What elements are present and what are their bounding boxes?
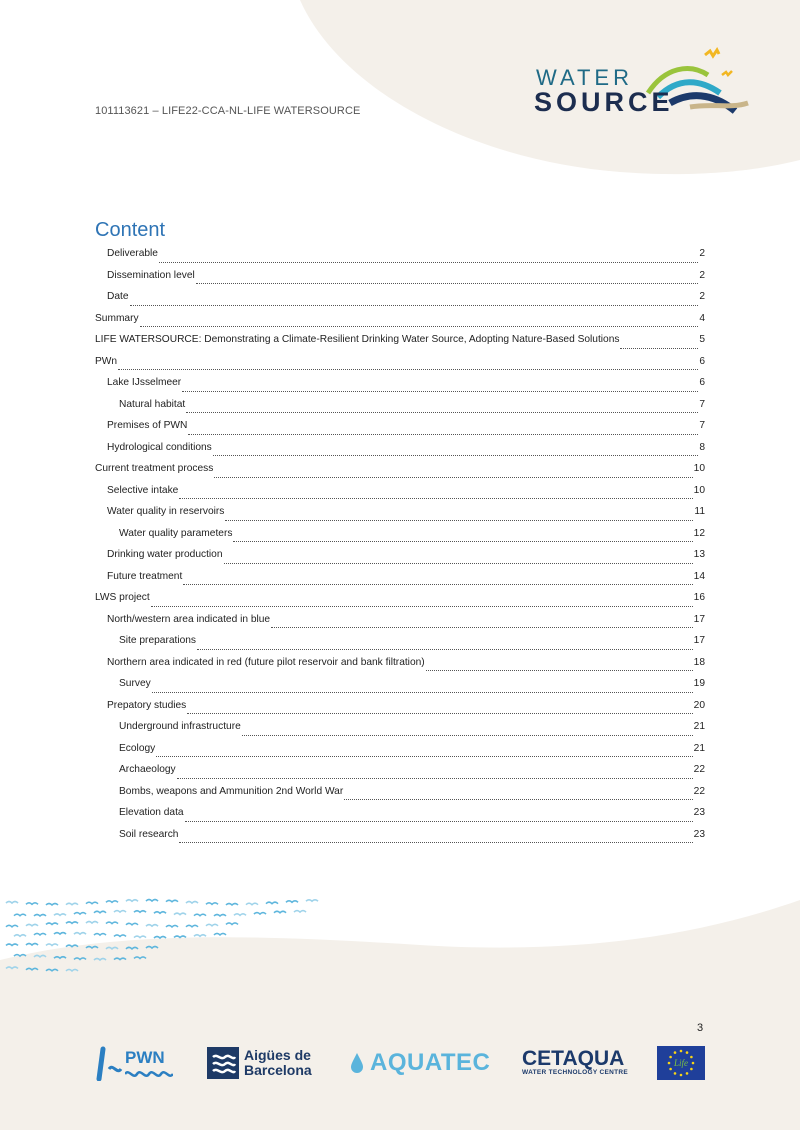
toc-entry-label: Dissemination level — [107, 269, 195, 281]
bird-mark — [194, 935, 206, 937]
bird-mark — [86, 902, 98, 904]
bird-mark — [86, 922, 98, 924]
toc-entry-label: Soil research — [119, 828, 179, 840]
page-number: 3 — [697, 1022, 704, 1034]
bird-mark — [194, 914, 206, 916]
bird-mark — [46, 903, 58, 905]
bird-mark — [246, 903, 258, 905]
toc-entry-page: 17 — [693, 613, 705, 625]
bird-mark — [74, 913, 86, 915]
toc-entry-page: 20 — [693, 699, 705, 711]
bird-mark — [66, 903, 78, 905]
toc-entry-page: 14 — [693, 570, 705, 582]
toc-dot-leader — [620, 348, 698, 349]
bird-mark — [34, 914, 46, 916]
pwn-mark-icon — [95, 1045, 123, 1081]
toc-entry[interactable] — [95, 657, 705, 679]
toc-dot-leader — [152, 692, 693, 693]
bird-mark — [306, 900, 318, 902]
cetaqua-logo — [522, 1040, 628, 1085]
toc-dot-leader — [179, 498, 692, 499]
bird-mark — [126, 947, 138, 949]
toc-entry[interactable] — [95, 743, 705, 765]
toc-dot-leader — [214, 477, 692, 478]
bird-mark — [146, 925, 158, 927]
bird-mark — [174, 913, 186, 915]
toc-dot-leader — [156, 756, 692, 757]
bird-mark — [106, 922, 118, 924]
toc-dot-leader — [196, 283, 699, 284]
bird-mark — [6, 944, 18, 946]
toc-entry-label: Elevation data — [119, 807, 184, 818]
toc-entry-label: Water quality in reservoirs — [107, 506, 225, 517]
toc-entry-label: PWn — [95, 355, 118, 367]
bird-mark — [166, 925, 178, 927]
toc-entry-label: Hydrological conditions — [107, 441, 212, 453]
aigues-line2: Barcelona — [244, 1061, 312, 1078]
bird-mark — [114, 935, 126, 937]
bird-mark — [26, 903, 38, 905]
bird-mark — [94, 911, 106, 913]
bird-mark — [206, 924, 218, 926]
toc-entry-page: 2 — [699, 248, 705, 259]
toc-dot-leader — [213, 455, 699, 456]
toc-dot-leader — [159, 262, 698, 263]
bird-mark — [146, 900, 158, 902]
bird-mark — [54, 933, 66, 935]
bird-mark — [186, 925, 198, 927]
toc-entry[interactable] — [95, 356, 705, 378]
bird-mark — [94, 958, 106, 960]
bird-mark — [114, 958, 126, 960]
toc-entry-page: 2 — [699, 291, 705, 302]
pwn-logo — [95, 1040, 173, 1085]
toc-entry[interactable] — [95, 592, 705, 614]
bird-mark — [54, 914, 66, 916]
bird-mark — [126, 900, 138, 902]
toc-entry-label: Archaeology — [119, 764, 176, 775]
aigues-de-barcelona-logo — [207, 1040, 312, 1085]
life-text: Life — [673, 1057, 689, 1068]
bird-mark — [186, 902, 198, 904]
bird-mark — [6, 967, 18, 969]
toc-entry-label: Northern area indicated in red (future pilot reservoir and bank filtration) — [107, 656, 425, 668]
toc-entry[interactable] — [95, 635, 705, 657]
bird-mark — [226, 923, 238, 925]
toc-entry-page: 12 — [693, 527, 705, 539]
toc-entry-label: Prepatory studies — [107, 699, 187, 711]
toc-entry[interactable] — [95, 678, 705, 700]
aquatec-logo — [350, 1040, 490, 1085]
bird-mark — [214, 933, 226, 935]
bird-mark — [134, 911, 146, 913]
bird-mark — [46, 969, 58, 971]
toc-entry-label: Drinking water production — [107, 549, 223, 560]
toc-dot-leader — [118, 369, 698, 370]
toc-entry-label: Premises of PWN — [107, 420, 188, 431]
toc-entry-label: Natural habitat — [119, 398, 186, 410]
cetaqua-subtitle: WATER TECHNOLOGY CENTRE — [522, 1069, 628, 1076]
bird-mark — [126, 923, 138, 925]
toc-entry-page: 21 — [693, 721, 705, 732]
toc-entry-label: Summary — [95, 312, 139, 324]
bird-mark — [34, 933, 46, 935]
toc-entry-label: North/western area indicated in blue — [107, 613, 271, 625]
bird-mark — [106, 901, 118, 903]
toc-dot-leader — [242, 735, 693, 736]
toc-dot-leader — [179, 842, 692, 843]
toc-entry[interactable] — [95, 334, 705, 356]
toc-entry-label: Selective intake — [107, 484, 179, 496]
toc-dot-leader — [225, 520, 693, 521]
toc-entry-page: 21 — [693, 742, 705, 754]
toc-entry-page: 19 — [693, 678, 705, 689]
toc-entry[interactable] — [95, 442, 705, 464]
toc-entry-page: 23 — [693, 828, 705, 840]
toc-dot-leader — [140, 326, 699, 327]
toc-entry[interactable] — [95, 420, 705, 442]
toc-entry[interactable] — [95, 485, 705, 507]
toc-entry-label: Site preparations — [119, 635, 197, 646]
aigues-line1: Aigües de — [244, 1046, 311, 1063]
toc-dot-leader — [233, 541, 692, 542]
toc-entry[interactable] — [95, 786, 705, 808]
toc-dot-leader — [130, 305, 699, 306]
toc-dot-leader — [182, 391, 698, 392]
bird-mark — [74, 933, 86, 935]
bird-mark — [166, 900, 178, 902]
toc-entry-label: Deliverable — [107, 248, 158, 259]
toc-entry-page: 4 — [699, 312, 705, 324]
bird-mark — [286, 901, 298, 903]
bird-mark — [146, 947, 158, 949]
toc-dot-leader — [183, 584, 692, 585]
bird-mark — [154, 912, 166, 914]
eu-flag-icon — [657, 1046, 705, 1080]
bird-mark — [94, 934, 106, 936]
toc-entry-page: 7 — [699, 420, 705, 431]
toc-dot-leader — [177, 778, 693, 779]
toc-entry-page: 6 — [699, 355, 705, 367]
aquatec-text: AQUATEC — [370, 1048, 491, 1076]
toc-entry[interactable] — [95, 506, 705, 528]
toc-entry[interactable] — [95, 399, 705, 421]
bird-mark — [294, 911, 306, 913]
toc-entry[interactable] — [95, 721, 705, 743]
bird-mark — [26, 968, 38, 970]
table-of-contents — [95, 248, 705, 850]
bird-mark — [14, 935, 26, 937]
bird-mark — [54, 957, 66, 959]
toc-entry[interactable] — [95, 549, 705, 571]
bird-mark — [46, 923, 58, 925]
toc-entry[interactable] — [95, 807, 705, 829]
toc-entry[interactable] — [95, 614, 705, 636]
project-code: 101113621 – LIFE22-CCA-NL-LIFE WATERSOURCE — [95, 105, 361, 117]
toc-dot-leader — [224, 563, 693, 564]
toc-entry-page: 22 — [693, 764, 705, 775]
toc-dot-leader — [197, 649, 693, 650]
water-drop-icon — [350, 1052, 364, 1074]
bird-mark — [154, 936, 166, 938]
logo-text-source: SOURCE — [534, 87, 674, 117]
watersource-logo — [530, 45, 755, 125]
toc-entry-page: 18 — [693, 656, 705, 668]
toc-entry-page: 7 — [699, 398, 705, 410]
bird-mark — [274, 911, 286, 913]
toc-entry-label: LIFE WATERSOURCE: Demonstrating a Climate-Resilient Drinking Water Source, Adopting Nature-Based Solutions — [95, 334, 620, 345]
bird-mark — [46, 944, 58, 946]
bird-mark — [114, 911, 126, 913]
bird-mark — [6, 925, 18, 927]
pwn-text: PWN — [125, 1047, 165, 1067]
bird-mark — [6, 902, 18, 904]
toc-entry-page: 2 — [699, 269, 705, 281]
toc-entry[interactable] — [95, 528, 705, 550]
bird-mark — [134, 936, 146, 938]
toc-entry-page: 6 — [699, 377, 705, 388]
toc-entry-page: 10 — [693, 463, 705, 474]
bird-mark — [14, 955, 26, 957]
bird-mark — [74, 958, 86, 960]
birds-pattern — [0, 895, 330, 985]
bird-mark — [134, 957, 146, 959]
eu-life-logo — [657, 1040, 705, 1085]
toc-entry-page: 13 — [693, 549, 705, 560]
toc-entry-label: Lake IJsselmeer — [107, 377, 182, 388]
toc-entry-label: Water quality parameters — [119, 527, 233, 539]
toc-entry[interactable] — [95, 571, 705, 593]
toc-entry[interactable] — [95, 248, 705, 270]
toc-entry[interactable] — [95, 313, 705, 335]
bird-mark — [174, 936, 186, 938]
toc-dot-leader — [188, 434, 698, 435]
toc-dot-leader — [426, 670, 693, 671]
bird-mark — [14, 914, 26, 916]
bird-mark — [26, 944, 38, 946]
toc-entry-label: LWS project — [95, 592, 150, 603]
toc-entry-label: Current treatment process — [95, 463, 214, 474]
bird-mark — [206, 903, 218, 905]
partner-logos — [0, 1040, 800, 1090]
bird-mark — [66, 945, 78, 947]
toc-entry-label: Underground infrastructure — [119, 721, 241, 732]
toc-entry-label: Bombs, weapons and Ammunition 2nd World War — [119, 785, 344, 797]
toc-dot-leader — [344, 799, 692, 800]
toc-entry[interactable] — [95, 463, 705, 485]
toc-entry-page: 5 — [699, 334, 705, 345]
bird-mark — [26, 924, 38, 926]
toc-entry[interactable] — [95, 377, 705, 399]
toc-dot-leader — [185, 821, 693, 822]
bird-mark — [86, 946, 98, 948]
toc-entry[interactable] — [95, 270, 705, 292]
toc-entry-page: 17 — [693, 635, 705, 646]
toc-entry[interactable] — [95, 829, 705, 851]
toc-entry-page: 10 — [693, 484, 705, 496]
toc-entry-label: Ecology — [119, 742, 156, 754]
bird-mark — [106, 947, 118, 949]
logo-text-water: WATER — [536, 65, 633, 90]
bird-mark — [66, 969, 78, 971]
toc-entry-label: Survey — [119, 678, 151, 689]
toc-entry-label: Future treatment — [107, 570, 183, 582]
toc-dot-leader — [186, 412, 698, 413]
bird-mark — [214, 914, 226, 916]
toc-entry-page: 8 — [699, 441, 705, 453]
bird-mark — [226, 903, 238, 905]
bird-mark — [254, 913, 266, 915]
pwn-waves-icon — [125, 1068, 173, 1078]
aigues-mark-icon — [207, 1047, 239, 1079]
toc-entry[interactable] — [95, 764, 705, 786]
cetaqua-text: CETAQUA — [522, 1047, 625, 1070]
toc-title: Content — [95, 219, 166, 241]
toc-entry-page: 16 — [693, 592, 705, 603]
toc-entry-label: Date — [107, 291, 129, 302]
toc-entry[interactable] — [95, 291, 705, 313]
bird-mark — [34, 955, 46, 957]
bird-mark — [266, 902, 278, 904]
toc-entry-page: 11 — [694, 506, 705, 517]
toc-dot-leader — [271, 627, 693, 628]
toc-dot-leader — [151, 606, 693, 607]
toc-entry-page: 23 — [693, 807, 705, 818]
toc-dot-leader — [187, 713, 692, 714]
toc-entry-page: 22 — [693, 785, 705, 797]
bird-mark — [234, 914, 246, 916]
toc-entry[interactable] — [95, 700, 705, 722]
bird-mark — [66, 922, 78, 924]
